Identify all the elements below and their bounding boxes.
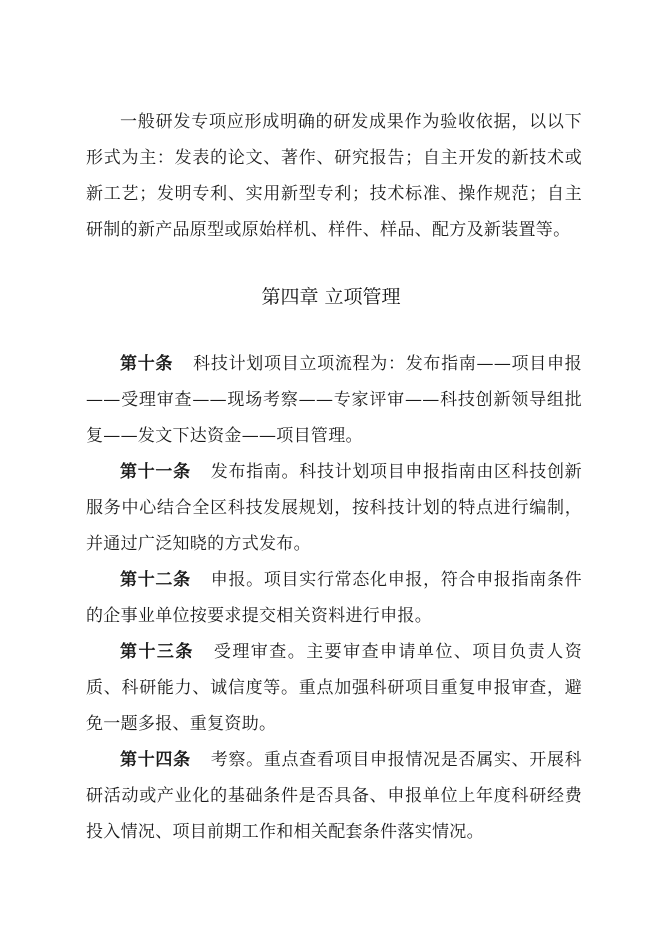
article-number: 第十四条 [120,750,191,770]
chapter-title: 第四章 立项管理 [261,286,401,308]
article-number: 第十一条 [120,462,191,482]
article-10 [86,346,582,454]
article-number: 第十条 [120,354,174,374]
article-number: 第十三条 [120,642,194,662]
article-12 [86,562,582,634]
article-14 [86,742,582,850]
article-text: 申报。项目实行常态化申报，符合申报指南条件的企事业单位按要求提交相关资料进行申报。 [86,570,582,626]
article-11 [86,454,582,562]
article-text: 发布指南。科技计划项目申报指南由区科技创新服务中心结合全区科技发展规划，按科技计划的特点进行编制，并通过广泛知晓的方式发布。 [86,462,582,554]
article-text: 科技计划项目立项流程为：发布指南——项目申报——受理审查——现场考察——专家评审——科技创新领导组批复——发文下达资金——项目管理。 [86,354,582,446]
article-text: 受理审查。主要审查申请单位、项目负责人资质、科研能力、诚信度等。重点加强科研项目重复申报审查，避免一题多报、重复资助。 [86,642,583,734]
article-number: 第十二条 [120,570,191,590]
article-text: 考察。重点查看项目申报情况是否属实、开展科研活动或产业化的基础条件是否具备、申报单位上年度科研经费投入情况、项目前期工作和相关配套条件落实情况。 [86,750,582,842]
articles-section [86,346,582,850]
intro-paragraph: 一般研发专项应形成明确的研发成果作为验收依据，以以下形式为主：发表的论文、著作、研究报告；自主开发的新技术或新工艺；发明专利、实用新型专利；技术标准、操作规范；自主研制的新产品原型或原始样机、样件、样品、配方及新装置等。 [86,112,582,240]
article-13 [86,634,582,742]
